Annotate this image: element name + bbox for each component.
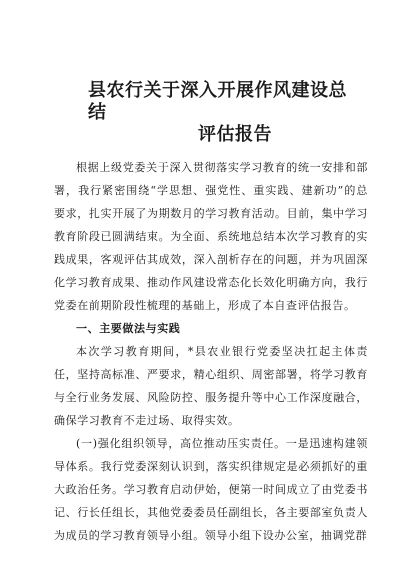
title-line-1: 县农行关于深入开展作风建设总结 [88, 80, 347, 123]
document-body [54, 156, 368, 547]
intro-paragraph: 根据上级党委关于深入贯彻落实学习教育的统一安排和部署，我行紧密围绕“学思想、强党性、重实践、建新功”的总要求，扎实开展了为期数月的学习教育活动。目前，集中学习教育阶段已圆满结束。为全面、系统地总结本次学习教育的实践成果，客观评估其成效，深入剖析存在的问题，并为巩固深化学习教育成果、推动作风建设常态化长效化明确方向，我行党委在前期阶段性梳理的基础上，形成了本自查评估报告。 [54, 161, 368, 312]
document-title [60, 80, 360, 146]
body-paragraph: 本次学习教育期间，*县农业银行党委坚决扛起主体责任，坚持高标准、严要求，精心组织、周密部署，将学习教育与全行业务发展、风险防控、服务提升等中心工作深度融合，确保学习教育不走过场、取得实效。 [54, 345, 368, 427]
body-paragraph: (一)强化组织领导，高位推动压实责任。一是迅速构建领导体系。我行党委深刻认识到，落实织律规定是必须抓好的重大政治任务。学习教育启动伊始，便第一时间成立了由党委书记、行长任组长，其他党委委员任副组长，各主要部室负责人为成员的学习教育领导小组。领导小组下设办公室，抽调党群 [54, 437, 368, 542]
section-heading: 一、主要做法与实践 [76, 322, 181, 335]
title-line-2: 评估报告 [198, 124, 272, 145]
